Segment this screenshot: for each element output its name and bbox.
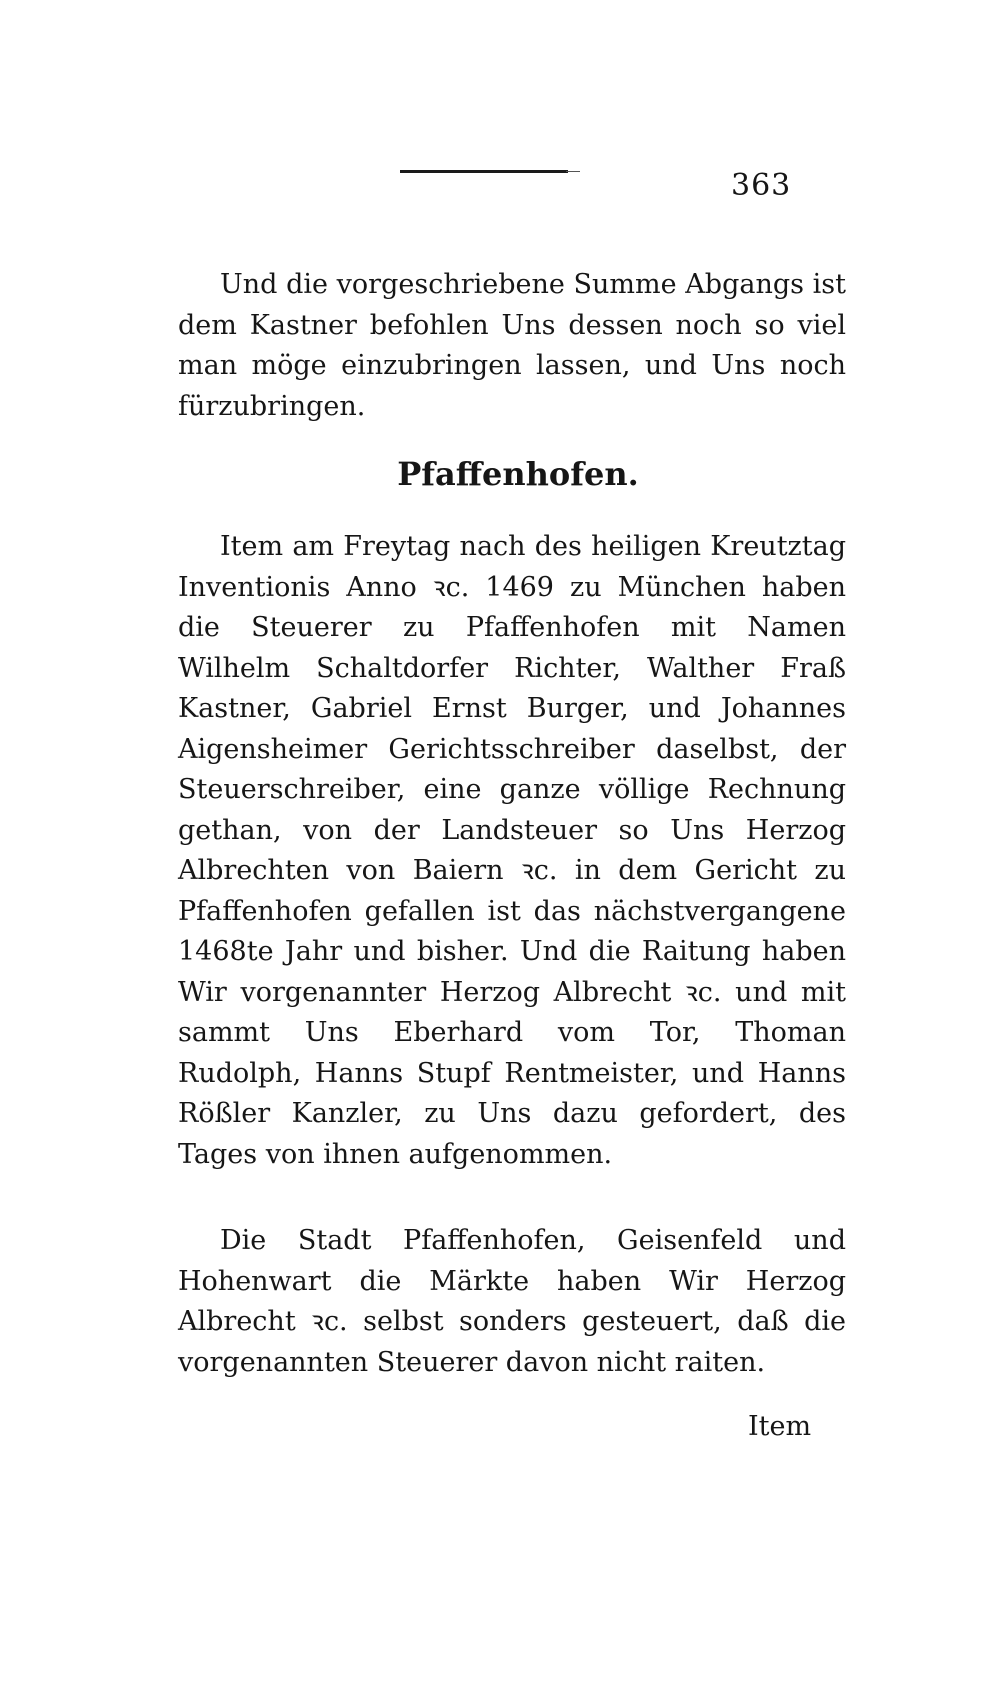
section-heading — [0, 455, 1000, 493]
section-heading-text: Pfaffenhofen. — [397, 454, 639, 493]
paragraph-rechnung: Item am Freytag nach des heiligen Kreutztag Inventionis Anno ꝛc. 1469 zu München haben die Steuerer zu Pfaffenhofen mit Namen Wilhelm Schaltdorfer Richter, Walther Fraß Kastner, Gabriel Ernst Burger, und Johannes Aigensheimer Gerichtsschreiber daselbst, der Steuerschreiber, eine ganze völlige Rechnung gethan, von der Landsteuer so Uns Herzog Albrechten von Baiern ꝛc. in dem Gericht zu Pfaffenhofen gefallen ist das nächstvergangene 1468te Jahr und bisher. Und die Raitung haben Wir vorgenannter Herzog Albrecht ꝛc. und mit sammt Uns Eberhard vom Tor, Thoman Rudolph, Hanns Stupf Rentmeister, und Hanns Rößler Kanzler, zu Uns dazu gefordert, des Tages von ihnen aufgenommen. — [178, 531, 846, 1170]
header-rule — [400, 170, 568, 173]
page-number: 363 — [731, 168, 792, 203]
catchword: Item — [748, 1411, 812, 1442]
paragraph-stadt: Die Stadt Pfaffenhofen, Geisenfeld und Hohenwart die Märkte haben Wir Herzog Albrecht ꝛc. selbst sonders gesteuert, daß die vorgenannten Steuerer davon nicht raiten. — [178, 1225, 846, 1378]
paragraph-abgang: Und die vorgeschriebene Summe Abgangs ist dem Kastner befohlen Uns dessen noch so viel man möge einzubringen lassen, und Uns noch fürzubringen. — [178, 269, 846, 422]
